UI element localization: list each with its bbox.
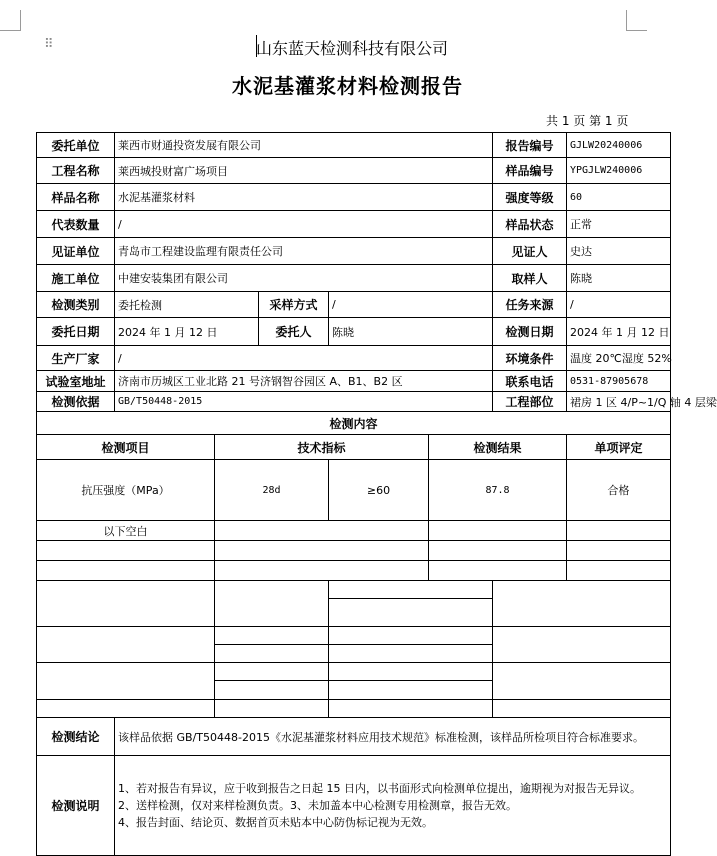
report-table-wrapper xyxy=(36,132,717,830)
state-label: 样品状态 xyxy=(493,211,567,238)
header-verdict: 单项评定 xyxy=(567,435,671,460)
empty-cell[interactable] xyxy=(493,700,671,718)
empty-cell[interactable] xyxy=(37,663,215,700)
quantity-label: 代表数量 xyxy=(37,211,115,238)
row-test-data xyxy=(37,460,671,521)
row-test-type xyxy=(37,292,671,318)
empty-cell[interactable] xyxy=(215,561,429,581)
row-test-headers xyxy=(37,435,671,460)
project-value[interactable]: 莱西城投财富广场项目 xyxy=(115,158,493,184)
test-type-value[interactable]: 委托检测 xyxy=(115,292,259,318)
basis-value[interactable]: GB/T50448-2015 xyxy=(115,392,493,412)
empty-cell[interactable] xyxy=(329,700,493,718)
sample-no-value[interactable]: YPGJLW240006 xyxy=(567,158,671,184)
empty-cell[interactable] xyxy=(37,561,215,581)
sampler-label: 取样人 xyxy=(493,265,567,292)
note-line-2: 2、送样检测，仅对来样检测负责。3、未加盖本中心检测专用检测章，报告无效。 xyxy=(118,798,517,812)
test-result-value[interactable]: 87.8 xyxy=(429,460,567,521)
row-blank-note xyxy=(37,521,671,541)
entruster-value[interactable]: 陈晓 xyxy=(329,318,493,346)
blank-note: 以下空白 xyxy=(37,521,215,541)
conclusion-label: 检测结论 xyxy=(37,718,115,756)
notes-content[interactable] xyxy=(115,756,671,856)
witness-unit-value[interactable]: 青岛市工程建设监理有限责任公司 xyxy=(115,238,493,265)
row-empty xyxy=(37,663,671,681)
env-value[interactable]: 温度 20℃湿度 52% xyxy=(567,346,671,371)
client-label: 委托单位 xyxy=(37,133,115,158)
row-construction xyxy=(37,265,671,292)
witness-unit-label: 见证单位 xyxy=(37,238,115,265)
grade-label: 强度等级 xyxy=(493,184,567,211)
empty-cell[interactable] xyxy=(429,521,567,541)
report-title: 水泥基灌浆材料检测报告 xyxy=(232,74,463,98)
row-conclusion xyxy=(37,718,671,756)
page-corner-mark-right xyxy=(626,10,647,31)
test-type-label: 检测类别 xyxy=(37,292,115,318)
entrust-date-label: 委托日期 xyxy=(37,318,115,346)
row-section-title xyxy=(37,412,671,435)
empty-cell[interactable] xyxy=(37,700,215,718)
test-age-value[interactable]: 28d xyxy=(215,460,329,521)
empty-cell[interactable] xyxy=(215,700,329,718)
part-value[interactable]: 裙房 1 区 4/P~1/Q 轴 4 层梁 xyxy=(567,392,671,412)
empty-cell[interactable] xyxy=(493,627,671,663)
empty-cell[interactable] xyxy=(429,561,567,581)
empty-cell[interactable] xyxy=(37,627,215,663)
sample-no-label: 样品编号 xyxy=(493,158,567,184)
test-date-label: 检测日期 xyxy=(493,318,567,346)
row-client xyxy=(37,133,671,158)
row-manufacturer xyxy=(37,346,671,371)
manufacturer-label: 生产厂家 xyxy=(37,346,115,371)
empty-cell[interactable] xyxy=(567,521,671,541)
sample-label: 样品名称 xyxy=(37,184,115,211)
page-corner-mark-left xyxy=(0,10,21,31)
empty-cell[interactable] xyxy=(567,561,671,581)
empty-cell[interactable] xyxy=(215,681,329,700)
company-name[interactable]: 山东蓝天检测科技有限公司 xyxy=(256,39,449,58)
test-verdict-value[interactable]: 合格 xyxy=(567,460,671,521)
empty-cell[interactable] xyxy=(493,581,671,627)
header-test-item: 检测项目 xyxy=(37,435,215,460)
entrust-date-value[interactable]: 2024 年 1 月 12 日 xyxy=(115,318,259,346)
empty-cell[interactable] xyxy=(215,541,429,561)
grade-value[interactable]: 60 xyxy=(567,184,671,211)
lab-address-label: 试验室地址 xyxy=(37,371,115,392)
empty-cell[interactable] xyxy=(37,581,215,627)
empty-cell[interactable] xyxy=(429,541,567,561)
conclusion-text[interactable]: 该样品依据 GB/T50448-2015《水泥基灌浆材料应用技术规范》标准检测，该样品所检项目符合标准要求。 xyxy=(115,718,671,756)
empty-cell[interactable] xyxy=(329,663,493,681)
row-empty xyxy=(37,627,671,645)
header-test-result: 检测结果 xyxy=(429,435,567,460)
row-basis xyxy=(37,392,671,412)
env-label: 环境条件 xyxy=(493,346,567,371)
sample-value[interactable]: 水泥基灌浆材料 xyxy=(115,184,493,211)
empty-cell[interactable] xyxy=(493,663,671,700)
drag-handle-icon[interactable]: ⠿ xyxy=(44,37,53,52)
note-line-3: 4、报告封面、结论页、数据首页未贴本中心防伪标记视为无效。 xyxy=(118,816,433,830)
task-source-label: 任务来源 xyxy=(493,292,567,318)
row-empty xyxy=(37,700,671,718)
contact-value[interactable]: 0531-87905678 xyxy=(567,371,671,392)
empty-cell[interactable] xyxy=(215,627,329,645)
empty-cell[interactable] xyxy=(329,627,493,645)
empty-cell[interactable] xyxy=(215,581,329,627)
notes-label: 检测说明 xyxy=(37,756,115,856)
empty-cell[interactable] xyxy=(567,541,671,561)
row-witness xyxy=(37,238,671,265)
row-empty xyxy=(37,561,671,581)
test-content-title: 检测内容 xyxy=(37,412,671,435)
empty-cell[interactable] xyxy=(329,681,493,700)
header-tech-index: 技术指标 xyxy=(215,435,429,460)
report-no-label: 报告编号 xyxy=(493,133,567,158)
empty-cell[interactable] xyxy=(329,599,493,627)
row-dates xyxy=(37,318,671,346)
contact-label: 联系电话 xyxy=(493,371,567,392)
manufacturer-value[interactable]: / xyxy=(115,346,493,371)
empty-cell[interactable] xyxy=(37,541,215,561)
construction-value[interactable]: 中建安装集团有限公司 xyxy=(115,265,493,292)
row-quantity xyxy=(37,211,671,238)
empty-cell[interactable] xyxy=(215,645,329,663)
part-label: 工程部位 xyxy=(493,392,567,412)
report-table xyxy=(36,132,717,856)
task-source-value[interactable]: / xyxy=(567,292,671,318)
empty-cell[interactable] xyxy=(215,663,329,681)
row-notes xyxy=(37,756,671,856)
note-line-1: 1、若对报告有异议，应于收到报告之日起 15 日内，以书面形式向检测单位提出，逾期视为对报告无异议。 xyxy=(118,781,641,795)
empty-cell[interactable] xyxy=(215,521,429,541)
sampling-method-label: 采样方式 xyxy=(259,292,329,318)
lab-address-value[interactable]: 济南市历城区工业北路 21 号济钢智谷园区 A、B1、B2 区 xyxy=(115,371,493,392)
quantity-value[interactable]: / xyxy=(115,211,493,238)
row-sample xyxy=(37,184,671,211)
construction-label: 施工单位 xyxy=(37,265,115,292)
empty-cell[interactable] xyxy=(329,581,493,599)
sampling-method-value[interactable]: / xyxy=(329,292,493,318)
test-spec-value[interactable]: ≥60 xyxy=(329,460,429,521)
entruster-label: 委托人 xyxy=(259,318,329,346)
witness-value[interactable]: 史达 xyxy=(567,238,671,265)
row-lab-address xyxy=(37,371,671,392)
test-date-value[interactable]: 2024 年 1 月 12 日 xyxy=(567,318,671,346)
state-value[interactable]: 正常 xyxy=(567,211,671,238)
row-empty xyxy=(37,541,671,561)
empty-cell[interactable] xyxy=(329,645,493,663)
client-value[interactable]: 莱西市财通投资发展有限公司 xyxy=(115,133,493,158)
basis-label: 检测依据 xyxy=(37,392,115,412)
project-label: 工程名称 xyxy=(37,158,115,184)
page-info: 共 1 页 第 1 页 xyxy=(546,114,629,128)
witness-label: 见证人 xyxy=(493,238,567,265)
sampler-value[interactable]: 陈晓 xyxy=(567,265,671,292)
report-no-value[interactable]: GJLW20240006 xyxy=(567,133,671,158)
test-item-value[interactable]: 抗压强度（MPa） xyxy=(37,460,215,521)
row-empty xyxy=(37,581,671,599)
row-project xyxy=(37,158,671,184)
